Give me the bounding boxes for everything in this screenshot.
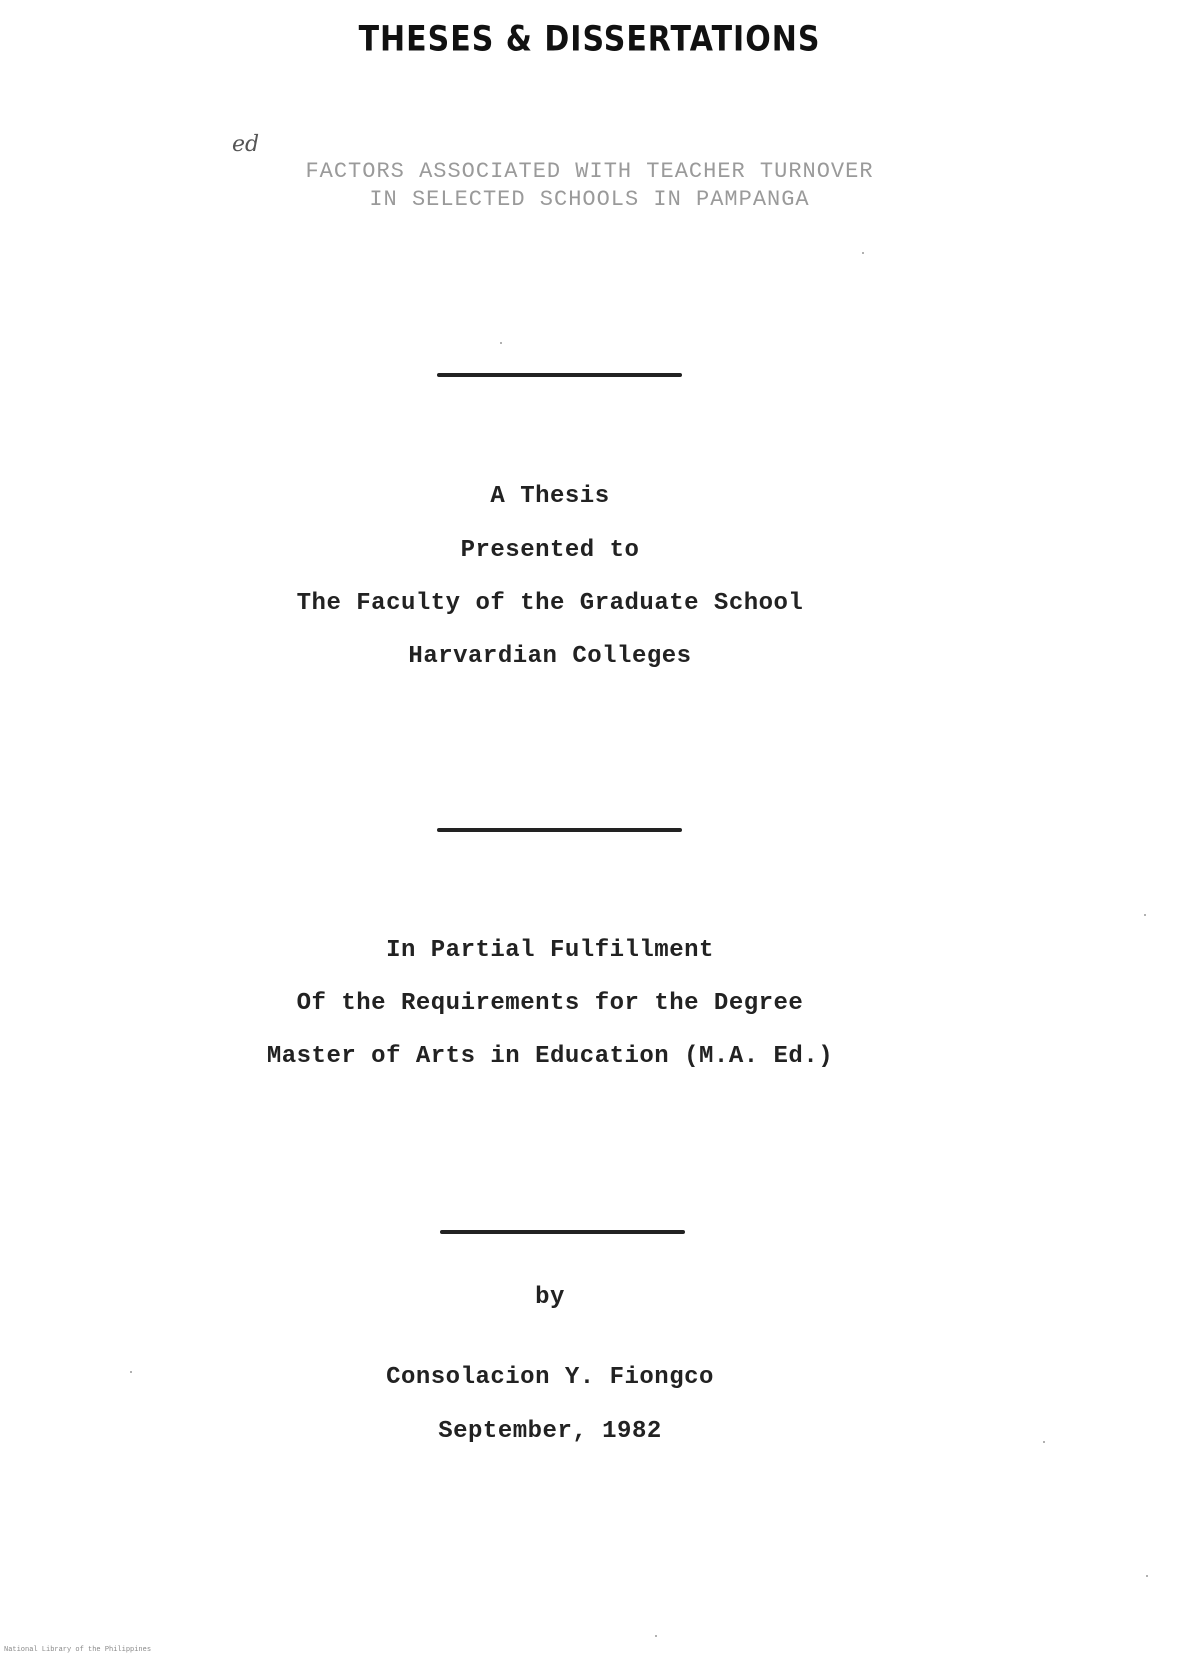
submission-date: September, 1982 [438,1418,662,1445]
divider-rule [440,1230,685,1234]
author-name: Consolacion Y. Fiongco [386,1364,714,1391]
thesis-label: A Thesis [490,483,610,510]
handwritten-annotation: ed [232,132,260,157]
collection-stamp: THESES & DISSERTATIONS [358,19,821,60]
scan-speck [130,1371,132,1373]
institution-name: Harvardian Colleges [408,643,692,670]
scan-speck [1043,1441,1045,1443]
scan-speck [500,342,502,344]
fulfillment-line-2: Of the Requirements for the Degree [296,990,804,1017]
by-label: by [535,1284,565,1311]
scan-speck [1146,1575,1148,1577]
scan-speck [862,252,864,254]
divider-rule [437,828,682,832]
scan-speck [655,1635,657,1637]
presented-to: Presented to [460,537,640,564]
scan-speck [1144,914,1146,916]
degree-name: Master of Arts in Education (M.A. Ed.) [266,1043,834,1070]
faculty-line: The Faculty of the Graduate School [296,590,804,617]
divider-rule [437,373,682,377]
thesis-title-line-1: FACTORS ASSOCIATED WITH TEACHER TURNOVER [305,159,874,184]
fulfillment-line-1: In Partial Fulfillment [386,937,714,964]
scan-footer: National Library of the Philippines [4,1646,152,1654]
thesis-title-line-2: IN SELECTED SCHOOLS IN PAMPANGA [369,187,810,212]
